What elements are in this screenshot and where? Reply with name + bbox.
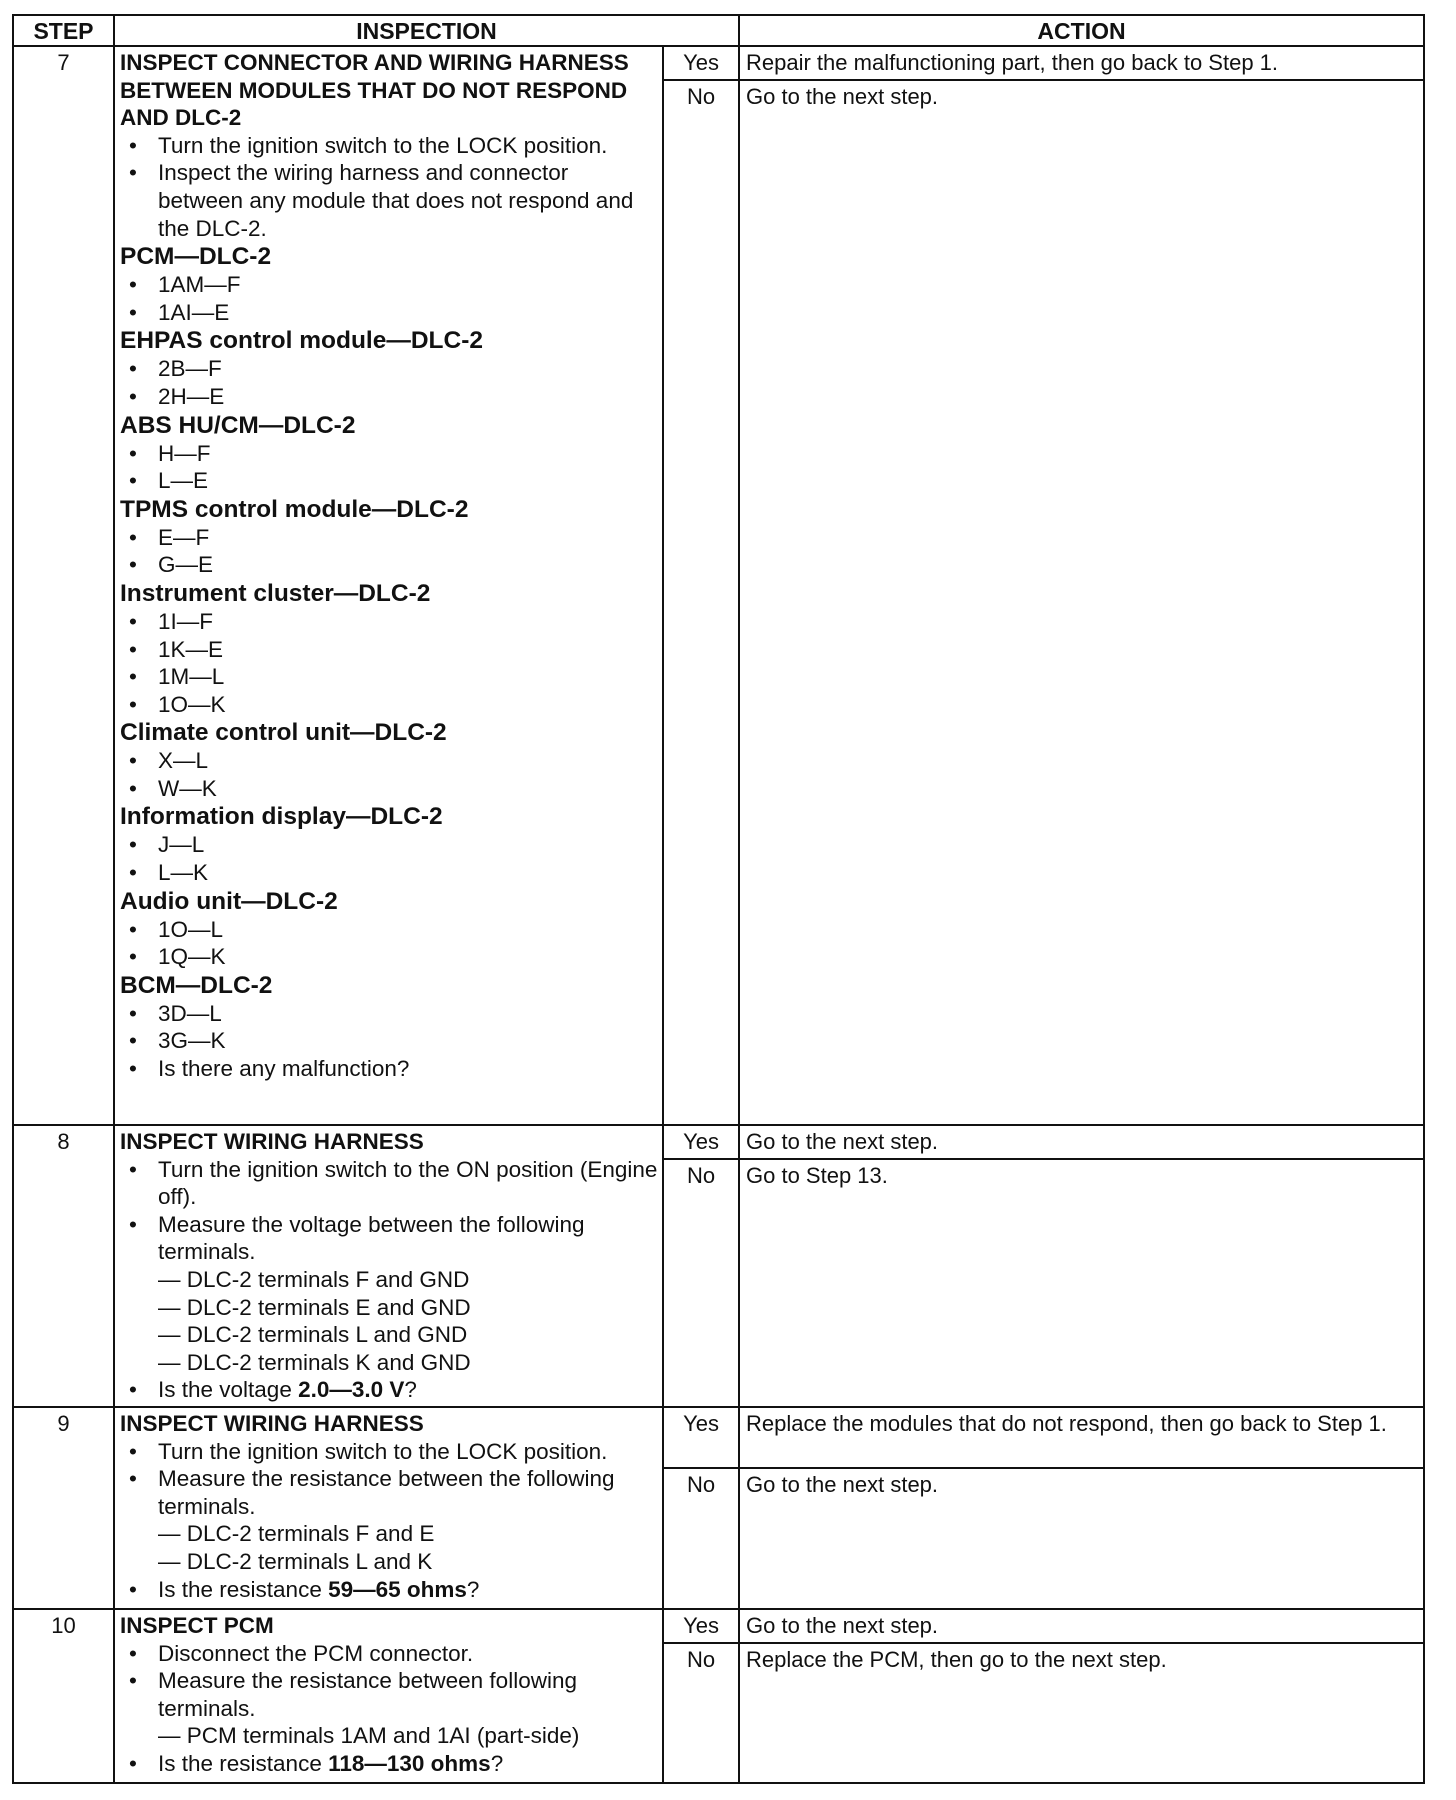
step-title: INSPECT PCM bbox=[120, 1612, 274, 1638]
bullet-item: • Inspect the wiring harness and connector between any module that does not respond and the DLC-2. bbox=[120, 159, 658, 242]
bullet-item bbox=[120, 1667, 658, 1750]
no-action: Go to Step 13. bbox=[739, 1159, 1424, 1407]
header-row bbox=[13, 15, 1424, 46]
question-mark: ? bbox=[490, 1750, 504, 1776]
step-number: 8 bbox=[13, 1125, 114, 1407]
step-number: 9 bbox=[13, 1407, 114, 1609]
step-title: INSPECT WIRING HARNESS bbox=[120, 1129, 424, 1154]
question-text: Is the resistance bbox=[158, 1576, 329, 1602]
bullet-item: • 1M—L bbox=[120, 663, 658, 691]
action-header: ACTION bbox=[739, 15, 1424, 46]
group-label: ABS HU/CM—DLC-2 bbox=[120, 411, 356, 439]
no-label: No bbox=[663, 1643, 739, 1783]
bullet-item bbox=[120, 1211, 658, 1377]
step-header: STEP bbox=[13, 15, 114, 46]
dash-item: — PCM terminals 1AM and 1AI (part-side) bbox=[158, 1723, 580, 1749]
spec-value: 118—130 ohms bbox=[328, 1750, 491, 1776]
diagnostic-table bbox=[12, 14, 1425, 1784]
step-7-inspection bbox=[114, 46, 663, 1125]
question bbox=[120, 1576, 658, 1604]
bullet-item: • 1Q—K bbox=[120, 943, 658, 971]
step-8-inspection bbox=[114, 1125, 663, 1407]
yes-action: Go to the next step. bbox=[739, 1125, 1424, 1159]
bullet-item: • 2B—F bbox=[120, 355, 658, 383]
yes-label: Yes bbox=[663, 1407, 739, 1468]
question-mark: ? bbox=[466, 1576, 480, 1602]
bullet-item: • Turn the ignition switch to the LOCK position. bbox=[120, 132, 658, 160]
step-7-yes-row bbox=[13, 46, 1424, 80]
step-7-bullets bbox=[120, 132, 658, 242]
group-label: PCM—DLC-2 bbox=[120, 243, 272, 271]
no-label: No bbox=[663, 1159, 739, 1407]
dash-item: — DLC-2 terminals L and K bbox=[158, 1548, 433, 1574]
bullet-item: • L—K bbox=[120, 859, 658, 887]
dash-item: — DLC-2 terminals F and GND bbox=[158, 1266, 470, 1292]
inspection-header: INSPECTION bbox=[114, 15, 739, 46]
question bbox=[120, 1376, 658, 1404]
yes-label: Yes bbox=[663, 1125, 739, 1159]
bullet-item: • 3G—K bbox=[120, 1027, 658, 1055]
question-text: Is the resistance bbox=[158, 1750, 329, 1776]
bullet-item: • 1O—K bbox=[120, 691, 658, 719]
no-label: No bbox=[663, 1468, 739, 1609]
step-8-yes-row bbox=[13, 1125, 1424, 1159]
yes-action: Repair the malfunctioning part, then go back to Step 1. bbox=[739, 46, 1424, 80]
spec-value: 59—65 ohms bbox=[328, 1576, 467, 1602]
no-action: Go to the next step. bbox=[739, 80, 1424, 1125]
bullet-item: • 1I—F bbox=[120, 608, 658, 636]
bullet-text: Measure the resistance between the following terminals. bbox=[158, 1466, 615, 1519]
bullet-item: • E—F bbox=[120, 524, 658, 552]
step-10-yes-row bbox=[13, 1609, 1424, 1643]
no-action: Go to the next step. bbox=[739, 1468, 1424, 1609]
question-mark: ? bbox=[404, 1377, 417, 1403]
bullet-item: • Disconnect the PCM connector. bbox=[120, 1640, 658, 1668]
question bbox=[120, 1750, 658, 1778]
group-label: Audio unit—DLC-2 bbox=[120, 887, 338, 915]
group-label: Instrument cluster—DLC-2 bbox=[120, 579, 431, 607]
bullet-item: • X—L bbox=[120, 747, 658, 775]
step-10-inspection bbox=[114, 1609, 663, 1783]
dash-item: — DLC-2 terminals E and GND bbox=[158, 1294, 471, 1320]
bullet-item: • Turn the ignition switch to the LOCK position. bbox=[120, 1438, 658, 1466]
step-9-yes-row bbox=[13, 1407, 1424, 1468]
dash-item: — DLC-2 terminals F and E bbox=[158, 1521, 435, 1547]
yes-action: Replace the modules that do not respond, then go back to Step 1. bbox=[739, 1407, 1424, 1468]
bullet-item: • W—K bbox=[120, 775, 658, 803]
group-label: TPMS control module—DLC-2 bbox=[120, 495, 469, 523]
bullet-text: Measure the voltage between the following terminals. bbox=[158, 1211, 585, 1265]
bullet-item: • H—F bbox=[120, 440, 658, 468]
step-number: 7 bbox=[13, 46, 114, 1125]
yes-label: Yes bbox=[663, 46, 739, 80]
yes-action: Go to the next step. bbox=[739, 1609, 1424, 1643]
bullet-item: • 3D—L bbox=[120, 1000, 658, 1028]
dash-item: — DLC-2 terminals L and GND bbox=[158, 1322, 468, 1348]
group-label: EHPAS control module—DLC-2 bbox=[120, 327, 483, 355]
step-title: INSPECT CONNECTOR AND WIRING HARNESS BETWEEN MODULES THAT DO NOT RESPOND AND DLC-2 bbox=[120, 50, 629, 131]
bullet-text: Measure the resistance between following terminals. bbox=[158, 1668, 577, 1721]
yes-label: Yes bbox=[663, 1609, 739, 1643]
bullet-item: • 1AM—F bbox=[120, 271, 658, 299]
bullet-item: • Turn the ignition switch to the ON position (Engine off). bbox=[120, 1156, 658, 1211]
question-text: Is the voltage bbox=[158, 1377, 299, 1403]
dash-item: — DLC-2 terminals K and GND bbox=[158, 1349, 471, 1375]
no-label: No bbox=[663, 80, 739, 1125]
bullet-item: • J—L bbox=[120, 831, 658, 859]
step-title: INSPECT WIRING HARNESS bbox=[120, 1410, 424, 1436]
bullet-item: • 1O—L bbox=[120, 916, 658, 944]
bullet-item: • G—E bbox=[120, 551, 658, 579]
bullet-item: • 2H—E bbox=[120, 383, 658, 411]
bullet-item: • 1AI—E bbox=[120, 299, 658, 327]
bullet-item: • L—E bbox=[120, 467, 658, 495]
step-9-inspection bbox=[114, 1407, 663, 1609]
group-label: Information display—DLC-2 bbox=[120, 803, 443, 831]
step-number: 10 bbox=[13, 1609, 114, 1783]
spec-value: 2.0—3.0 V bbox=[298, 1377, 405, 1403]
bullet-item: • 1K—E bbox=[120, 636, 658, 664]
no-action: Replace the PCM, then go to the next step. bbox=[739, 1643, 1424, 1783]
question: • Is there any malfunction? bbox=[120, 1055, 658, 1083]
group-label: Climate control unit—DLC-2 bbox=[120, 719, 447, 747]
bullet-item bbox=[120, 1465, 658, 1575]
group-label: BCM—DLC-2 bbox=[120, 971, 273, 999]
